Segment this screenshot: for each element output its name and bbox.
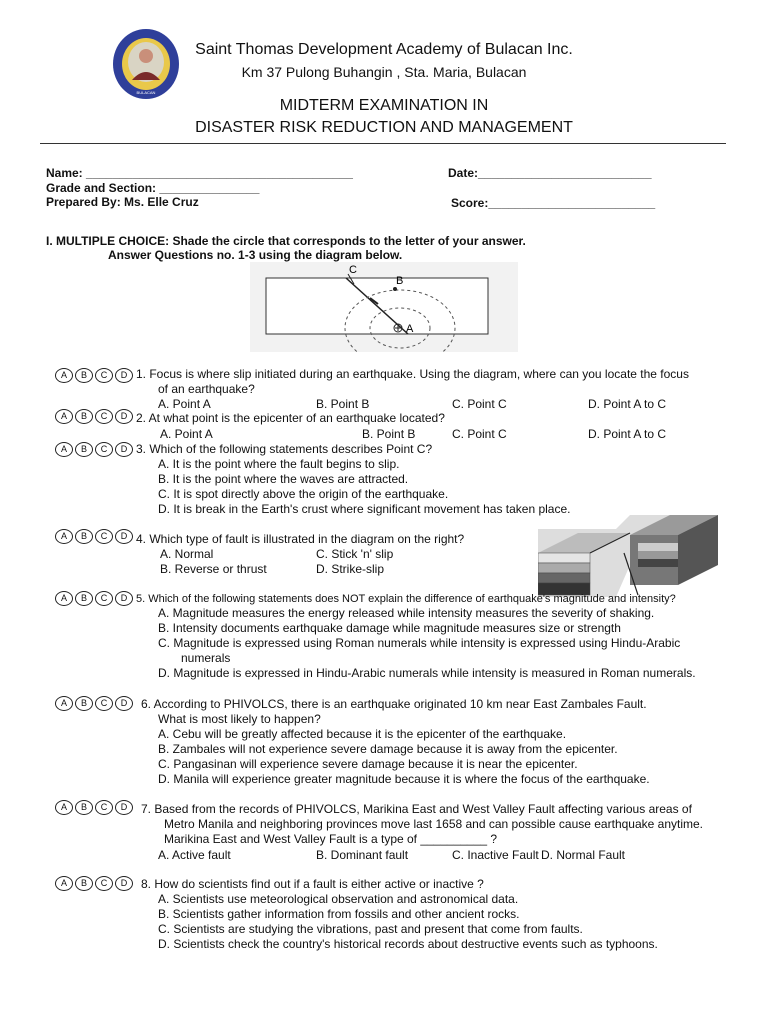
answer-bubble-b[interactable]: B [75,368,93,383]
answer-bubbles-q8 [55,876,133,891]
answer-bubble-a[interactable]: A [55,876,73,891]
answer-bubbles-q5 [55,591,133,606]
answer-option: C. Pangasinan will experience severe damage because it is near the epicenter. [158,757,578,771]
answer-option: B. Intensity documents earthquake damage while magnitude measures size or strength [158,621,621,635]
answer-bubble-d[interactable]: D [115,529,133,544]
answer-bubble-b[interactable]: B [75,800,93,815]
question-text: Marikina East and West Valley Fault is a type of __________ ? [164,832,498,846]
answer-option: B. Zambales will not experience severe damage because it is away from the epicenter. [158,742,618,756]
answer-bubble-d[interactable]: D [115,442,133,457]
answer-bubble-d[interactable]: D [115,368,133,383]
answer-bubbles-q6 [55,696,133,711]
answer-option: D. Normal Fault [541,848,626,862]
answer-option: D. Strike-slip [316,562,385,576]
answer-bubble-d[interactable]: D [115,876,133,891]
answer-bubble-c[interactable]: C [95,368,113,383]
school-address: Km 37 Pulong Buhangin , Sta. Maria, Bulacan [241,64,527,80]
answer-option: B. It is the point where the waves are attracted. [158,472,409,486]
answer-option: A. Point A [158,397,211,411]
answer-option: numerals [181,651,231,665]
question-text: 7. Based from the records of PHIVOLCS, Marikina East and West Valley Fault affecting various areas of [141,802,692,816]
answer-bubble-c[interactable]: C [95,591,113,606]
answer-option: D. Magnitude is expressed in Hindu-Arabic numerals while intensity is measured in Roman numerals. [158,666,696,680]
answer-option: C. It is spot directly above the origin of the earthquake. [158,487,449,501]
answer-option: C. Stick 'n' slip [316,547,394,561]
answer-option: B. Point B [362,427,416,441]
answer-bubble-a[interactable]: A [55,591,73,606]
answer-bubbles-q7 [55,800,133,815]
instructions-sub: Answer Questions no. 1-3 using the diagram below. [108,248,403,262]
earthquake-diagram [250,262,518,352]
question-text: of an earthquake? [158,382,255,396]
question-text: 6. According to PHIVOLCS, there is an earthquake originated 10 km near East Zambales Fault. [141,697,647,711]
label-point-a: A [406,323,414,335]
answer-option: A. Active fault [158,848,231,862]
answer-bubbles-q2 [55,409,133,424]
answer-option: B. Point B [316,397,370,411]
answer-option: A. Cebu will be greatly affected because it is the epicenter of the earthquake. [158,727,567,741]
question-text: What is most likely to happen? [158,712,321,726]
answer-bubble-a[interactable]: A [55,529,73,544]
answer-option: D. Point A to C [588,397,667,411]
answer-option: C. Magnitude is expressed using Roman numerals while intensity is expressed using Hindu-Arabic [158,636,681,650]
exam-title-line1: MIDTERM EXAMINATION IN [279,97,489,114]
answer-bubble-d[interactable]: D [115,591,133,606]
label-point-b: B [396,275,404,287]
answer-option: A. Normal [160,547,214,561]
answer-bubble-c[interactable]: C [95,876,113,891]
svg-text:BULACAN: BULACAN [136,90,156,95]
score-field[interactable]: Score:_________________________ [451,196,656,210]
grade-section-field[interactable]: Grade and Section: _______________ [46,181,260,195]
answer-bubble-b[interactable]: B [75,696,93,711]
question-text: 8. How do scientists find out if a fault is either active or inactive ? [141,877,484,891]
answer-bubble-a[interactable]: A [55,409,73,424]
answer-option: D. Scientists check the country's historical records about destructive events such as typhoons. [158,937,658,951]
school-name: Saint Thomas Development Academy of Bulacan Inc. [195,41,573,58]
date-field[interactable]: Date:__________________________ [448,166,652,180]
answer-bubble-c[interactable]: C [95,442,113,457]
answer-option: C. Point C [452,397,507,411]
name-field[interactable]: Name: ________________________________________ [46,166,353,180]
answer-option: D. Manila will experience greater magnitude because it is where the focus of the earthquake. [158,772,650,786]
answer-option: B. Reverse or thrust [160,562,267,576]
label-point-c: C [349,264,357,276]
answer-bubble-c[interactable]: C [95,800,113,815]
answer-bubble-b[interactable]: B [75,876,93,891]
answer-bubble-b[interactable]: B [75,442,93,457]
answer-bubble-a[interactable]: A [55,696,73,711]
answer-bubble-d[interactable]: D [115,800,133,815]
answer-bubble-d[interactable]: D [115,409,133,424]
answer-option: D. Point A to C [588,427,667,441]
question-text: 3. Which of the following statements describes Point C? [136,442,433,456]
answer-option: B. Scientists gather information from fossils and other ancient rocks. [158,907,520,921]
answer-bubbles-q4 [55,529,133,544]
header-divider [40,143,726,144]
answer-option: D. It is break in the Earth's crust where significant movement has taken place. [158,502,571,516]
question-text: 5. Which of the following statements does NOT explain the difference of earthquake's magnitude and intensity? [136,593,676,605]
answer-option: B. Dominant fault [316,848,409,862]
question-text: 2. At what point is the epicenter of an earthquake located? [136,411,445,425]
answer-option: C. Scientists are studying the vibrations, past and present that come from faults. [158,922,583,936]
answer-bubble-b[interactable]: B [75,529,93,544]
answer-bubbles-q1 [55,368,133,383]
answer-bubble-b[interactable]: B [75,591,93,606]
answer-option: A. Scientists use meteorological observation and astronomical data. [158,892,519,906]
question-text: Metro Manila and neighboring provinces move last 1658 and can possible cause earthquake anytime. [164,817,703,831]
answer-bubble-c[interactable]: C [95,696,113,711]
answer-bubble-a[interactable]: A [55,800,73,815]
answer-bubble-a[interactable]: A [55,442,73,457]
exam-title-line2: DISASTER RISK REDUCTION AND MANAGEMENT [195,119,573,136]
answer-option: A. Point A [160,427,213,441]
answer-option: A. Magnitude measures the energy released while intensity measures the severity of shaking. [158,606,655,620]
answer-bubble-c[interactable]: C [95,529,113,544]
answer-bubbles-q3 [55,442,133,457]
answer-bubble-a[interactable]: A [55,368,73,383]
instructions: I. MULTIPLE CHOICE: Shade the circle that corresponds to the letter of your answer. [46,234,526,248]
question-text: 1. Focus is where slip initiated during an earthquake. Using the diagram, where can you locate the focus [136,367,689,381]
answer-option: C. Inactive Fault [452,848,539,862]
answer-bubble-b[interactable]: B [75,409,93,424]
answer-option: A. It is the point where the fault begins to slip. [158,457,400,471]
fault-block-diagram [538,515,718,597]
answer-option: C. Point C [452,427,507,441]
answer-bubble-c[interactable]: C [95,409,113,424]
question-text: 4. Which type of fault is illustrated in the diagram on the right? [136,532,465,546]
answer-bubble-d[interactable]: D [115,696,133,711]
prepared-by: Prepared By: Ms. Elle Cruz [46,195,199,209]
